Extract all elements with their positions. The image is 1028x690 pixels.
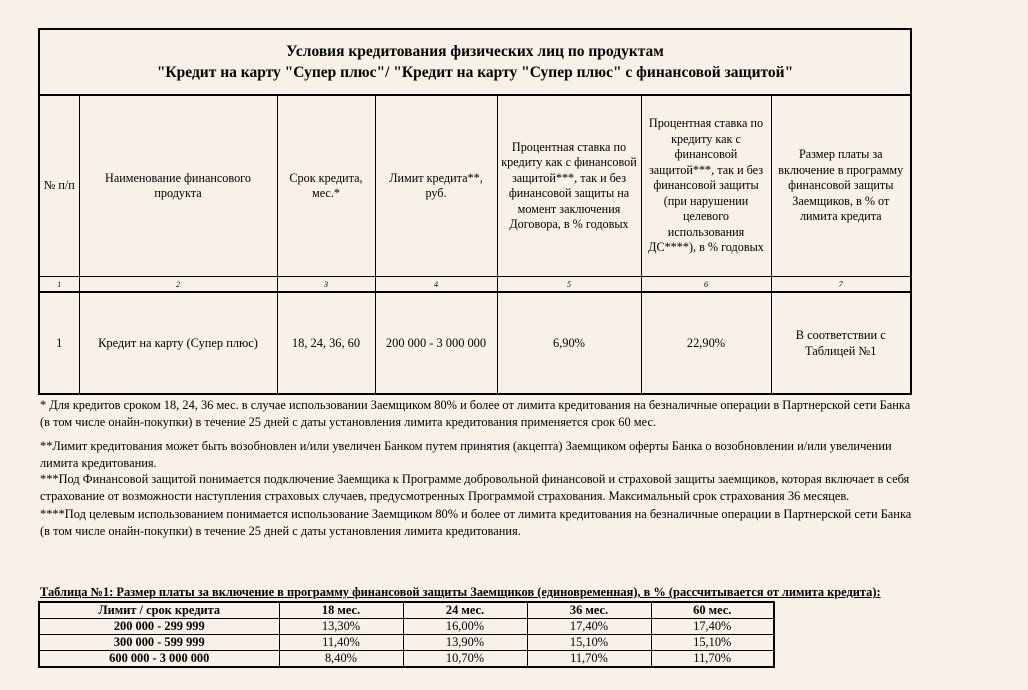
column-number: 3 (277, 277, 375, 293)
rate-cell: 11,40% (279, 635, 403, 651)
title-line-2: "Кредит на карту "Супер плюс"/ "Кредит на карту "Супер плюс" с финансовой защитой" (156, 64, 794, 81)
rates-header-cell: Лимит / срок кредита (39, 602, 279, 619)
rate-cell: 13,90% (403, 635, 527, 651)
rates-table (38, 601, 775, 668)
footnote: ***Под Финансовой защитой понимается подключение Заемщика к Программе добровольной финансовой и страховой защиты заемщиков, которая включает в себя страхование от возможности наступления страховых случаев, предусмотренных Программой страхования. Максимальный срок страхования 36 месяцев. (40, 472, 910, 503)
footnotes (40, 397, 920, 539)
header-cell: Процентная ставка по кредиту как с финансовой защитой***, так и без финансовой защиты на момент заключения Договора, в % годовых (497, 95, 641, 277)
table-title (39, 29, 911, 95)
column-number: 5 (497, 277, 641, 293)
row-cell: Кредит на карту (Супер плюс) (79, 292, 277, 394)
footnote: **Лимит кредитования может быть возобновлен и/или увеличен Банком путем принятия (акцепта) Заемщиком оферты Банка о возобновлении и/или увеличении лимита кредитования. (40, 439, 892, 470)
table-row (39, 651, 774, 668)
footnote: ****Под целевым использованием понимается использование Заемщиком 80% и более от лимита кредитования на безналичные операции в Партнерской сети Банка (в том числе онайн-покупки) в течение 25 дней с даты установления лимита кредитования. (40, 507, 912, 538)
row-cell: 1 (39, 292, 79, 394)
header-cell: № п/п (39, 95, 79, 277)
credit-terms-table (38, 28, 912, 395)
header-row (39, 95, 911, 277)
rates-header-cell: 36 мес. (527, 602, 651, 619)
rate-cell: 10,70% (403, 651, 527, 668)
header-cell: Наименование финансового продукта (79, 95, 277, 277)
rates-table-caption: Таблица №1: Размер платы за включение в программу финансовой защиты Заемщиков (единовременная), в % (рассчитывается от лимита кредита): (40, 585, 881, 599)
table-row (39, 619, 774, 635)
column-number: 7 (771, 277, 911, 293)
rate-cell: 17,40% (527, 619, 651, 635)
rate-cell: 11,70% (651, 651, 774, 668)
rate-cell: 8,40% (279, 651, 403, 668)
table-row (39, 292, 911, 394)
rate-cell: 15,10% (651, 635, 774, 651)
row-cell: 22,90% (641, 292, 771, 394)
row-cell: 200 000 - 3 000 000 (375, 292, 497, 394)
row-cell: 6,90% (497, 292, 641, 394)
rate-cell: 16,00% (403, 619, 527, 635)
limit-cell: 200 000 - 299 999 (39, 619, 279, 635)
header-cell: Срок кредита, мес.* (277, 95, 375, 277)
limit-cell: 300 000 - 599 999 (39, 635, 279, 651)
rate-cell: 13,30% (279, 619, 403, 635)
rates-header-cell: 24 мес. (403, 602, 527, 619)
table-row (39, 635, 774, 651)
column-number-row (39, 277, 911, 293)
row-cell: В соответствии с Таблицей №1 (771, 292, 911, 394)
column-number: 4 (375, 277, 497, 293)
title-line-1: Условия кредитования физических лиц по продуктам (286, 43, 664, 60)
rate-cell: 17,40% (651, 619, 774, 635)
limit-cell: 600 000 - 3 000 000 (39, 651, 279, 668)
rate-cell: 11,70% (527, 651, 651, 668)
column-number: 1 (39, 277, 79, 293)
footnote: * Для кредитов сроком 18, 24, 36 мес. в случае использовании Заемщиком 80% и более от лимита кредитования на безналичные операции в Партнерской сети Банка (в том числе онайн-покупки) в течение 25 дней с даты установления лимита кредитования применяется срок 60 мес. (40, 398, 911, 429)
header-cell: Лимит кредита**, руб. (375, 95, 497, 277)
rates-header-cell: 18 мес. (279, 602, 403, 619)
row-cell: 18, 24, 36, 60 (277, 292, 375, 394)
rates-header-cell: 60 мес. (651, 602, 774, 619)
rate-cell: 15,10% (527, 635, 651, 651)
rates-header-row (39, 602, 774, 619)
column-number: 2 (79, 277, 277, 293)
header-cell: Размер платы за включение в программу финансовой защиты Заемщиков, в % от лимита кредита (771, 95, 911, 277)
header-cell: Процентная ставка по кредиту как с финансовой защитой***, так и без финансовой защиты (при нарушении целевого использования ДС****), в % годовых (641, 95, 771, 277)
column-number: 6 (641, 277, 771, 293)
